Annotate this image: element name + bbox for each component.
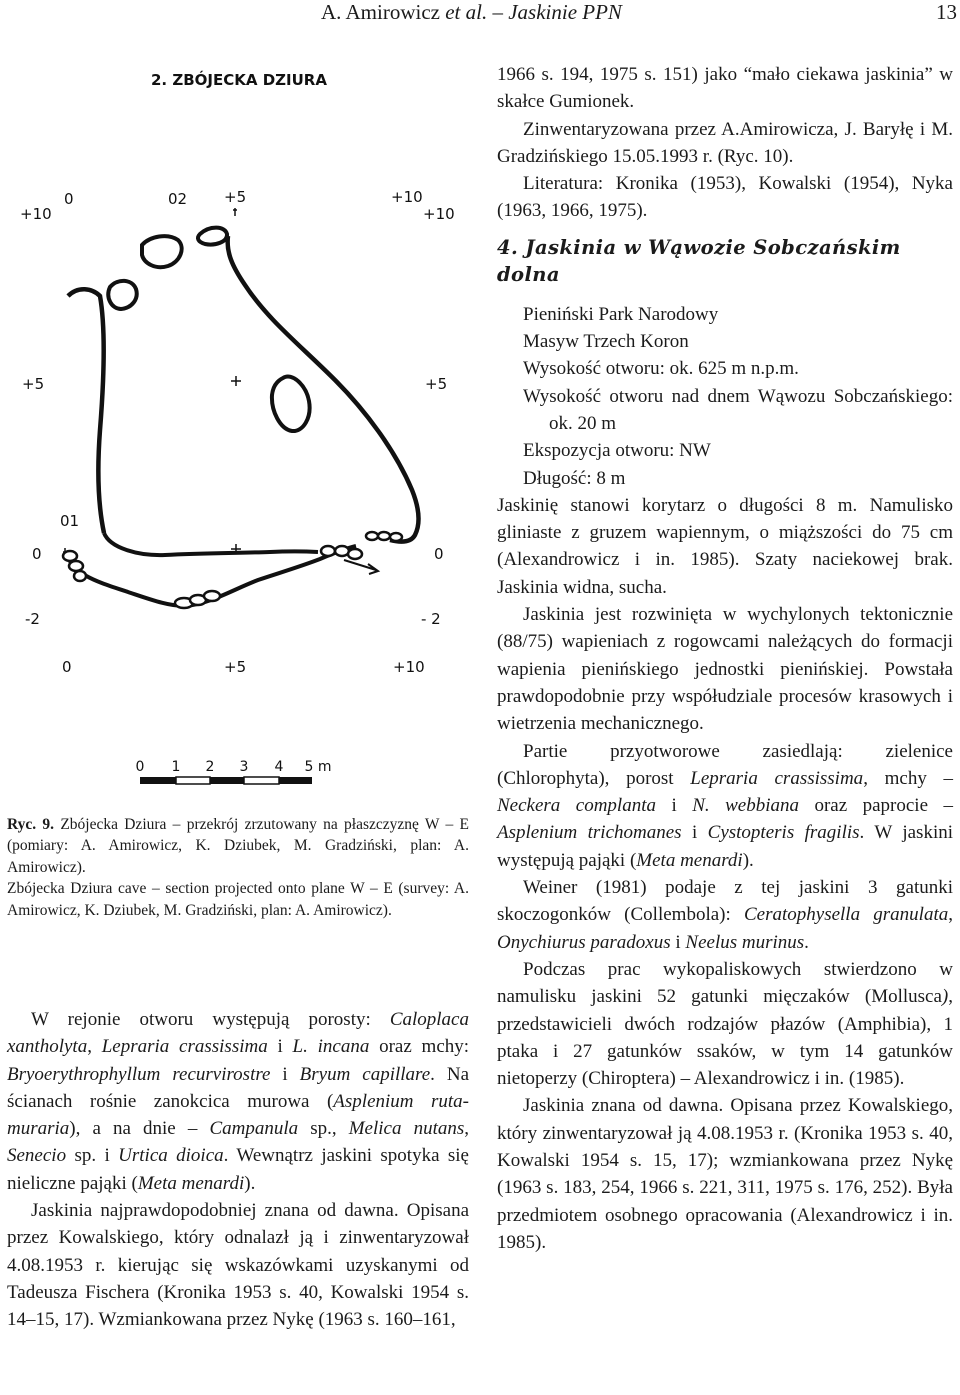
cave-wall-outline [104,533,318,555]
cave-map-svg [0,60,480,800]
grid-label: +5 [224,658,247,676]
info-length: Długość: 8 m [523,467,626,489]
header-authors: A. Amirowicz [321,0,440,24]
paragraph-collembola: Weiner (1981) podaje z tej jaskini 3 gatunki skoczogonków (Collembola): Ceratophysella granulata, Onychiurus paradoxus i Neelus murinus. [497,877,953,953]
scale-tick-label: 0 [135,759,145,775]
section-heading: 4. Jaskinia w Wąwozie Sobczańskim dolna [497,235,901,286]
scale-tick-label: 2 [205,759,215,775]
cave-info-block [497,301,953,492]
cave-boulder-outline [198,228,227,245]
caption-label: Ryc. 9. [7,816,55,833]
caption-polish [7,814,469,878]
entrance-arrow-icon [344,560,378,574]
grid-label: +10 [20,205,52,223]
paragraph-fauna: Podczas prac wykopaliskowych stwierdzono w namulisku jaskini 52 gatunki mięczaków (Mollusca), przedstawicieli dwóch rodzajów płazów (Amphibia), 1 ptaka i 27 gatunków ssaków, w tym 14 gatunków nietoperzy (Chiroptera) – Alexandrowicz i in. (1985). [497,958,953,1090]
cave-wall-outline [228,236,419,542]
cave-wall-outline [68,289,104,533]
info-massif: Masyw Trzech Koron [523,331,689,353]
grid-label: 0 [434,545,444,563]
scale-tick-label: 5 m [304,759,332,775]
cave-boulder-outline [142,236,182,267]
grid-label: 0 [32,545,42,563]
running-header [0,0,960,30]
grid-label: +10 [393,658,425,676]
running-title [321,0,622,24]
paragraph-flora: W rejonie otworu występują porosty: Caloplaca xantholyta, Lepraria crassissima i L. incana oraz mchy: Bryoerythrophyllum recurvirostre i Bryum capillare. Na ścianach rośnie zanokcica murowa (Asplenium ruta-muraria), a na dnie – Campanula sp., Melica nutans, Senecio sp. i Urtica dioica. Wewnątrz jaskini spotyka się nieliczne pająki (Meta menardi). [7,1009,470,1194]
caption-polish-text: Zbójecka Dziura – przekrój zrzutowany na płaszczyznę W – E (pomiary: A. Amirowicz, K. Dziubek, M. Gradziński, plan: A. Amirowicz). [7,816,469,876]
paragraph-history: Jaskinia najprawdopodobniej znana od dawna. Opisana przez Kowalskiego, który odnalazł ją i zinwentaryzował 4.08.1953 r. kierując się wskazówkami uzyskanymi od Tadeusza Fischera (Kronika 1953 s. 40, Kowalski 1954 s. 14–15, 17). Wzmiankowana przez Nykę (1963 s. 160–161, [7,1200,469,1331]
scale-bar [136,759,332,784]
page-number: 13 [936,0,957,24]
scale-tick-label: 4 [274,759,284,775]
scale-tick-label: 3 [239,759,249,775]
paragraph-description: Jaskinię stanowi korytarz o długości 8 m. Namulisko gliniaste z gruzem wapiennym, o miąższości do 75 cm (Alexandrowicz i in. 1985). Szaty naciekowej brak. Jaskinia widna, sucha. [497,494,953,598]
grid-label: - 2 [421,610,441,628]
paragraph-continuation: 1966 s. 194, 1975 s. 151) jako “mało ciekawa jaskinia” w skałce Gumionek. [497,64,953,113]
info-altitude: Wysokość otworu: ok. 625 m n.p.m. [523,358,799,380]
grid-label: +5 [224,188,247,206]
cave-boulder-outline [272,377,310,432]
grid-label: +5 [22,375,45,393]
figure-title: 2. ZBÓJECKA DZIURA [151,71,327,89]
paragraph-literature: Literatura: Kronika (1953), Kowalski (1954), Nyka (1963, 1966, 1975). [497,173,953,222]
cave-boulder-outline [108,281,136,309]
grid-label: +10 [423,205,455,223]
scale-tick-label: 1 [171,759,181,775]
grid-label: 0 [62,658,72,676]
right-column [497,61,953,1256]
paragraph-geology: Jaskinia jest rozwinięta w wychylonych tektonicznie (88/75) wapieniach z rogowcami należących do formacji wapienia pienińskiego jednostki pienińskiej. Powstała prawdopodobnie przy współudziale procesów krasowych i wietrzenia mechanicznego. [497,604,953,735]
grid-label: +5 [425,375,448,393]
figure-caption [7,814,469,921]
info-park: Pieniński Park Narodowy [523,303,719,325]
info-height-above: Wysokość otworu nad dnem Wąwozu Sobczańskiego: ok. 20 m [523,385,953,434]
grid-label: +10 [391,188,423,206]
grid-label: 01 [60,512,80,530]
paragraph-history-right: Jaskinia znana od dawna. Opisana przez Kowalskiego, który zinwentaryzował ją 4.08.1953 r. (Kronika 1953 s. 40, Kowalski 1954 s. 15, 17); wzmiankowana przez Nykę (1963 s. 183, 254, 1966 s. 221, 311, 1975 s. 176, 252). Była przedmiotem osobnego opracowania (Alexandrowicz i in. 1985). [497,1095,953,1253]
caption-english: Zbójecka Dziura cave – section projected onto plane W – E (survey: A. Amirowicz, K. Dziubek, M. Gradziński, plan: A. Amirowicz). [7,880,469,919]
info-exposure: Ekspozycja otworu: NW [523,440,711,462]
left-column [7,1006,469,1334]
grid-crosses [63,208,241,554]
cave-figure [0,60,480,800]
grid-label: -2 [25,610,40,628]
header-journal: et al. – Jaskinie PPN [445,0,622,24]
paragraph-flora-right: Partie przyotworowe zasiedlają: zielenice (Chlorophyta), porost Lepraria crassissima, mchy – Neckera complanta i N. webbiana oraz paprocie – Asplenium trichomanes i Cystopteris fragilis. W jaskini występują pająki (Meta menardi). [497,740,953,871]
paragraph-inventory: Zinwentaryzowana przez A.Amirowicza, J. Baryłę i M. Gradzińskiego 15.05.1993 r. (Ryc. 10). [497,118,953,167]
grid-label: 02 [168,190,188,208]
grid-label: 0 [64,190,74,208]
